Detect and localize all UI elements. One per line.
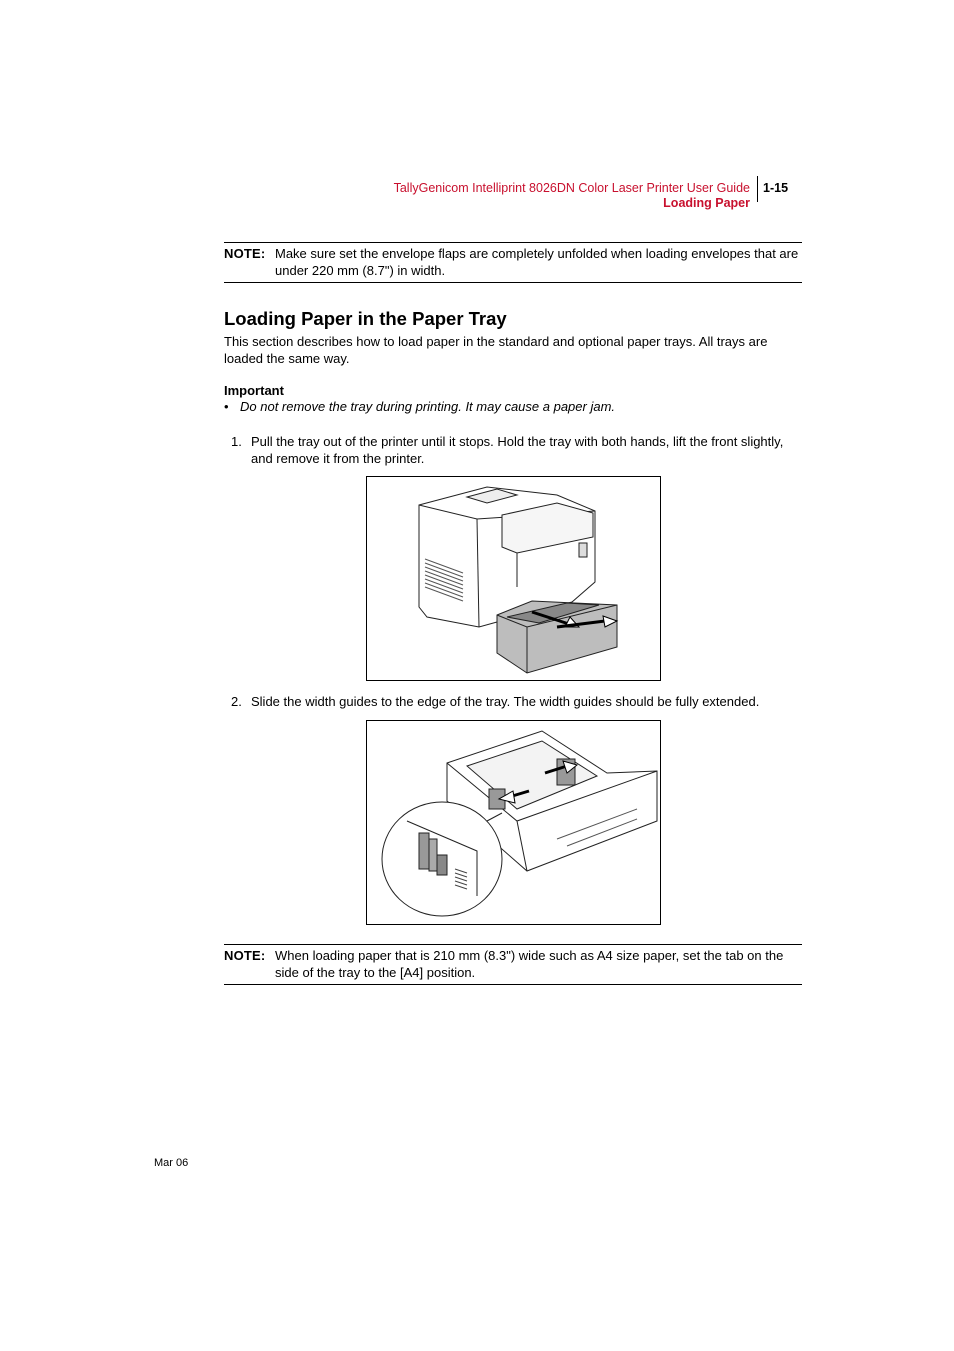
page-number: 1-15 [763, 181, 789, 195]
header-doc-title: TallyGenicom Intelliprint 8026DN Color Laser Printer User Guide [393, 181, 750, 195]
note-label: NOTE: [224, 948, 266, 963]
intro-paragraph: This section describes how to load paper in the standard and optional paper trays. All trays are loaded the same way. [224, 334, 768, 366]
step-number: 1. [231, 434, 242, 449]
header-section-title: Loading Paper [663, 196, 750, 210]
printer-tray-illustration [367, 477, 660, 680]
note-text: When loading paper that is 210 mm (8.3") wide such as A4 size paper, set the tab on the side of the tray to the [A4] position. [275, 948, 784, 980]
note-a4 [224, 944, 802, 985]
note-envelope [224, 242, 802, 283]
note-text: Make sure set the envelope flaps are completely unfolded when loading envelopes that are under 220 mm (8.7") in width. [275, 246, 799, 278]
header-divider [757, 176, 758, 202]
footer-date: Mar 06 [154, 1157, 189, 1169]
step-number: 2. [231, 694, 242, 709]
figure-width-guides [366, 720, 661, 925]
step-2 [231, 693, 801, 710]
step-1 [231, 433, 801, 467]
important-label: Important [224, 383, 284, 398]
tray-guides-illustration [367, 721, 660, 924]
figure-pull-tray [366, 476, 661, 681]
important-bullet [224, 399, 615, 414]
note-label: NOTE: [224, 246, 266, 261]
step-text: Slide the width guides to the edge of the tray. The width guides should be fully extended. [251, 694, 760, 709]
section-heading: Loading Paper in the Paper Tray [224, 308, 507, 329]
important-text: Do not remove the tray during printing. It may cause a paper jam. [240, 399, 616, 414]
bullet-dot: • [224, 399, 229, 414]
step-text: Pull the tray out of the printer until it stops. Hold the tray with both hands, lift the front slightly, and remove it from the printer. [251, 434, 784, 466]
